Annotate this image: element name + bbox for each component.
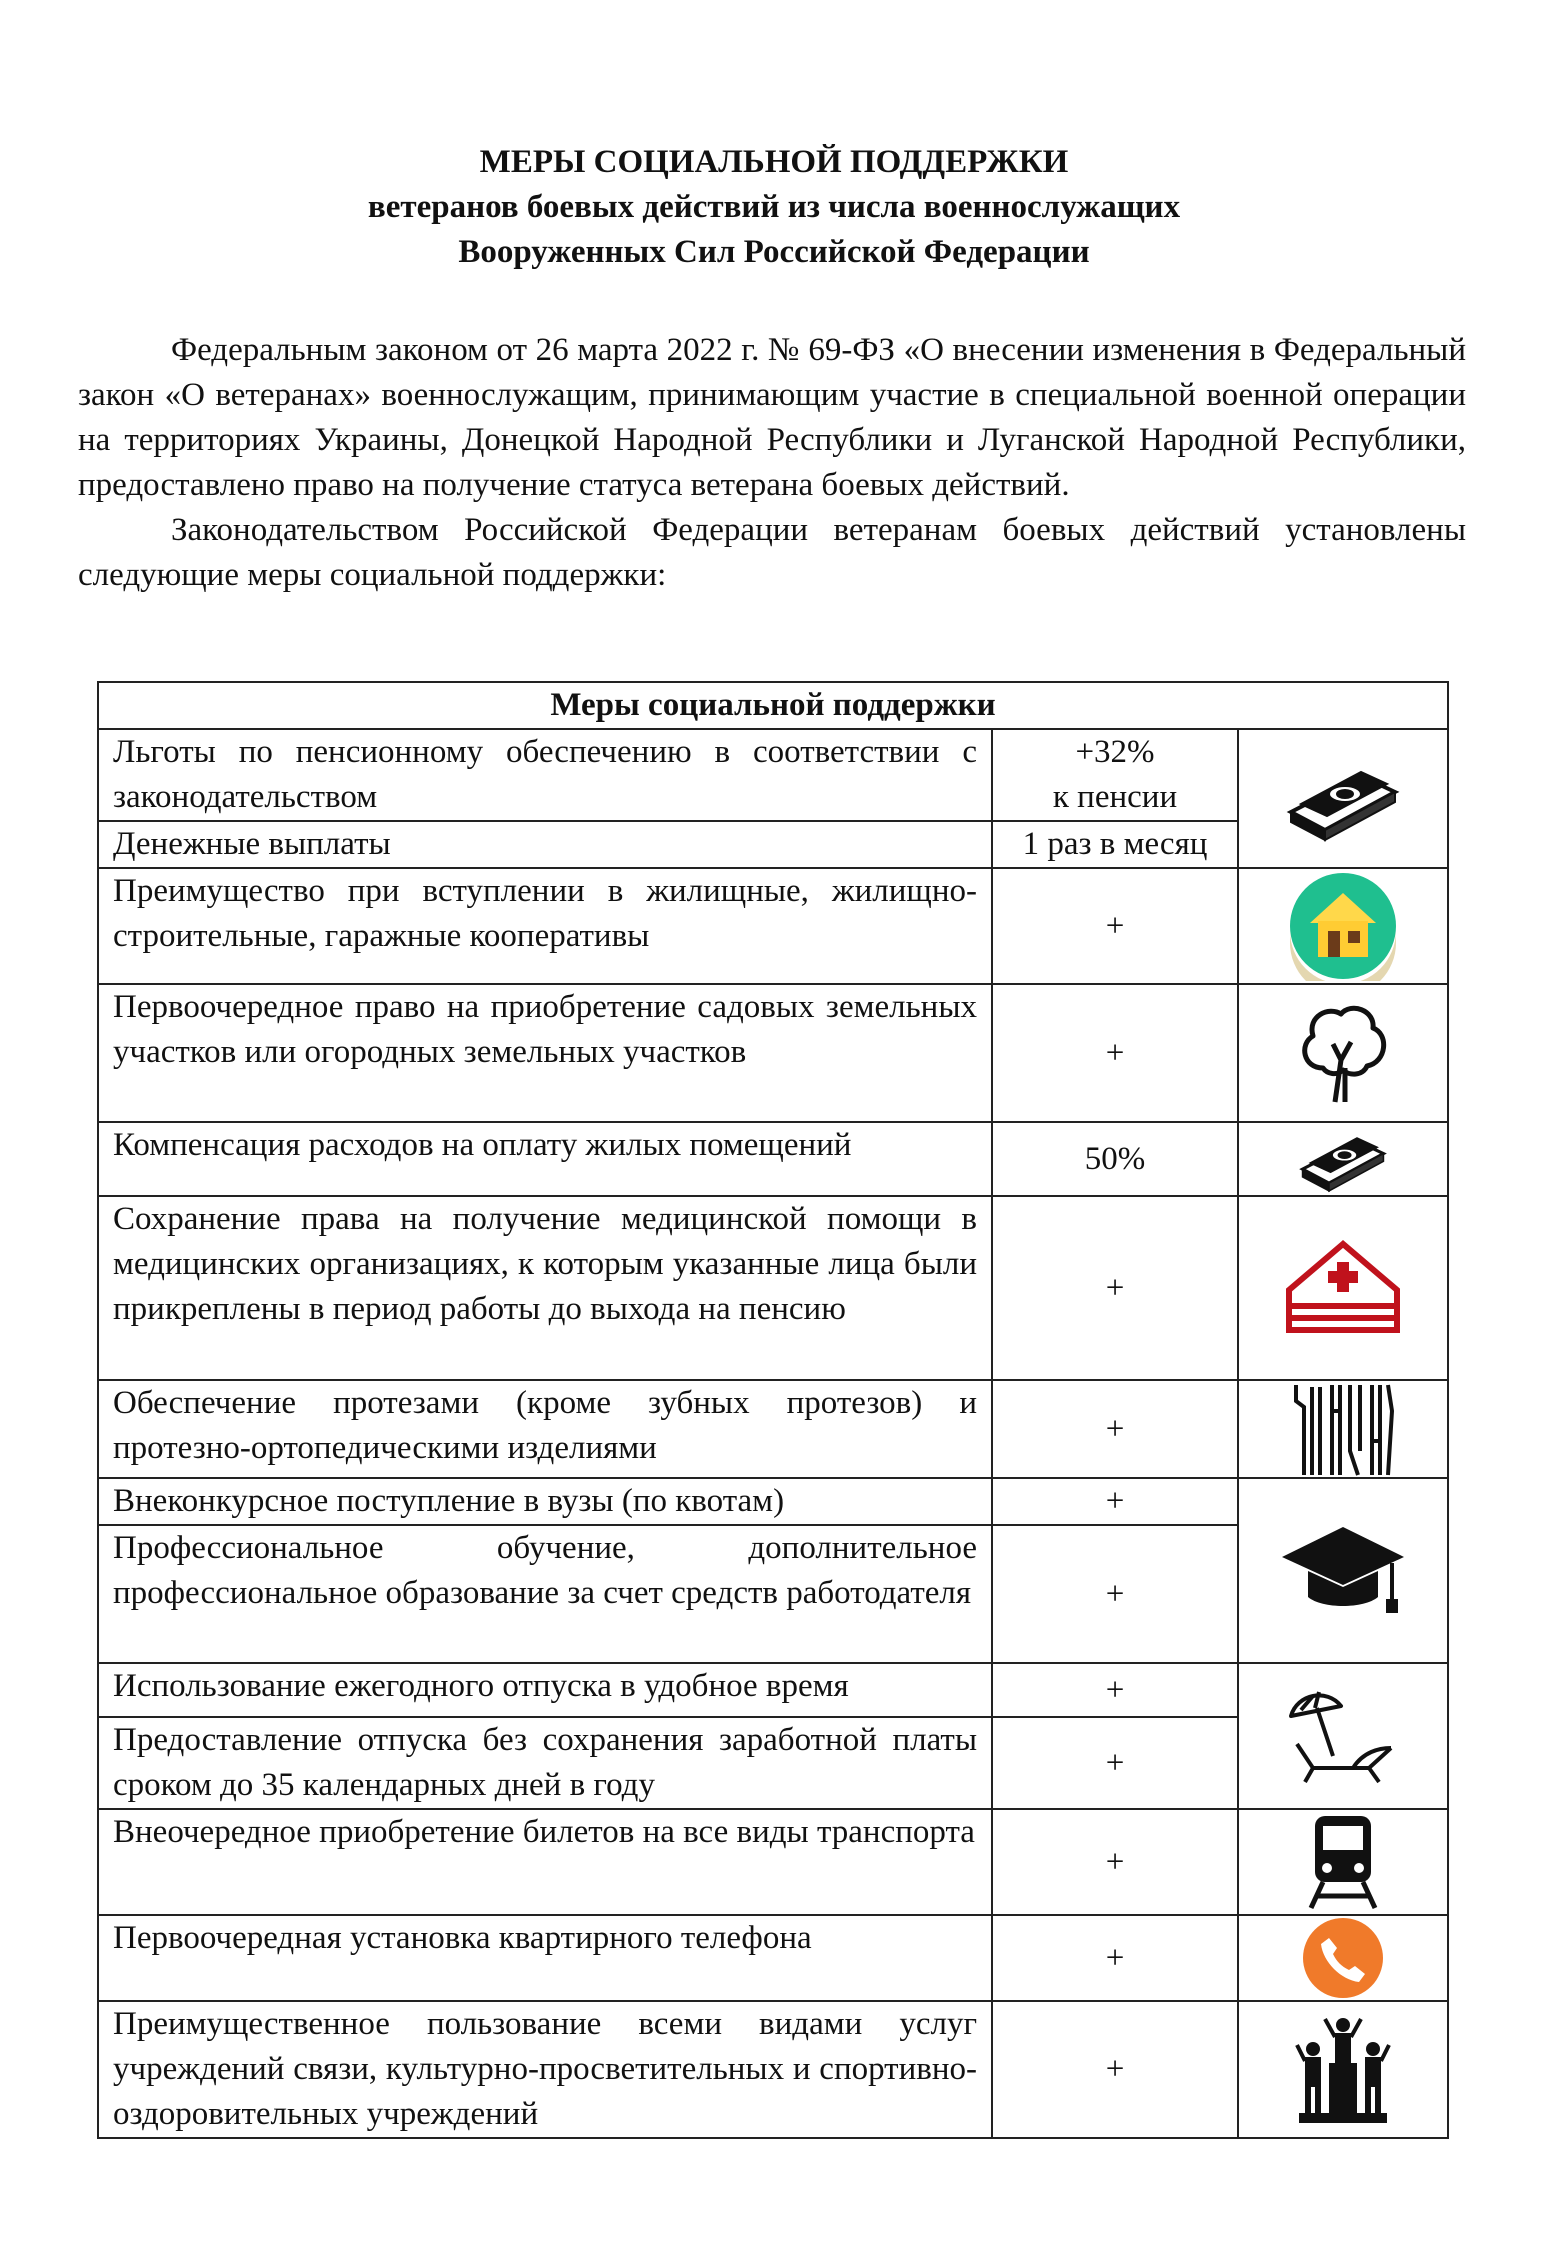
measure-text: Денежные выплаты: [98, 821, 992, 868]
table-row: [98, 1915, 1448, 2001]
money-stack-icon: [1238, 1122, 1448, 1196]
measure-value: 1 раз в месяц: [992, 821, 1238, 868]
table-row: [98, 1380, 1448, 1478]
house-icon: [1238, 868, 1448, 984]
table-row: [98, 1809, 1448, 1915]
measure-value: +: [992, 1196, 1238, 1380]
table-row: [98, 2001, 1448, 2138]
table-header-row: [98, 682, 1448, 729]
measure-text: Компенсация расходов на оплату жилых помещений: [98, 1122, 992, 1196]
money-stack-icon: [1238, 729, 1448, 868]
measure-value: +: [992, 1663, 1238, 1717]
measure-text: Внеконкурсное поступление в вузы (по квотам): [98, 1478, 992, 1525]
measure-text: Льготы по пенсионному обеспечению в соответствии с законодательством: [98, 729, 992, 821]
measure-text: Профессиональное обучение, дополнительное профессиональное образование за счет средств работодателя: [98, 1525, 992, 1663]
document-header: [0, 140, 1548, 275]
measure-text: Первоочередная установка квартирного телефона: [98, 1915, 992, 2001]
table-header: Меры социальной поддержки: [98, 682, 1448, 729]
measure-value: +: [992, 1809, 1238, 1915]
measure-text: Использование ежегодного отпуска в удобное время: [98, 1663, 992, 1717]
intro-paragraph-2: Законодательством Российской Федерации ветеранам боевых действий установлены следующие меры социальной поддержки:: [78, 512, 1466, 593]
measure-value: +: [992, 1525, 1238, 1663]
measure-text: Преимущественное пользование всеми видами услуг учреждений связи, культурно-просветительных и спортивно-оздоровительных учреждений: [98, 2001, 992, 2138]
measure-value: +: [992, 1915, 1238, 2001]
intro-paragraph-1: Федеральным законом от 26 марта 2022 г. № 69-ФЗ «О внесении изменения в Федеральный закон «О ветеранах» военнослужащим, принимающим участие в специальной военной операции на территориях Украины, Донецкой Народной Республики и Луганской Народной Республики, предоставлено право на получение статуса ветерана боевых действий.: [78, 332, 1466, 503]
tree-icon: [1238, 984, 1448, 1122]
prosthesis-tools-icon: [1238, 1380, 1448, 1478]
table-row: [98, 1478, 1448, 1525]
beach-umbrella-icon: [1238, 1663, 1448, 1809]
measure-text: Внеочередное приобретение билетов на все виды транспорта: [98, 1809, 992, 1915]
measure-value-line2: к пенсии: [1052, 779, 1178, 815]
table-row: [98, 1663, 1448, 1717]
phone-icon: [1238, 1915, 1448, 2001]
measure-value: +: [992, 2001, 1238, 2138]
measure-text: Первоочередное право на приобретение садовых земельных участков или огородных земельных участков: [98, 984, 992, 1122]
document-subtitle-line1: ветеранов боевых действий из числа военнослужащих: [367, 189, 1181, 225]
medical-building-icon: [1238, 1196, 1448, 1380]
table-row: [98, 1196, 1448, 1380]
measure-value-line1: +32%: [1075, 734, 1155, 770]
graduation-cap-icon: [1238, 1478, 1448, 1663]
measure-text: Преимущество при вступлении в жилищные, жилищно-строительные, гаражные кооперативы: [98, 868, 992, 984]
measures-table: [97, 681, 1449, 2139]
document-subtitle-line2: Вооруженных Сил Российской Федерации: [458, 234, 1090, 270]
measure-text: Обеспечение протезами (кроме зубных протезов) и протезно-ортопедическими изделиями: [98, 1380, 992, 1478]
measure-value: +: [992, 1380, 1238, 1478]
table-row: [98, 984, 1448, 1122]
table-row: [98, 729, 1448, 821]
train-icon: [1238, 1809, 1448, 1915]
measure-value: +: [992, 1717, 1238, 1809]
measure-value: +: [992, 984, 1238, 1122]
table-row: [98, 1122, 1448, 1196]
measure-value: +: [992, 1478, 1238, 1525]
measure-text: Сохранение права на получение медицинской помощи в медицинских организациях, к которым указанные лица были прикреплены в период работы до выхода на пенсию: [98, 1196, 992, 1380]
intro-text: [78, 328, 1466, 598]
measure-value: [992, 729, 1238, 821]
measure-value: 50%: [992, 1122, 1238, 1196]
table-row: [98, 868, 1448, 984]
people-podium-icon: [1238, 2001, 1448, 2138]
measure-text: Предоставление отпуска без сохранения заработной платы сроком до 35 календарных дней в году: [98, 1717, 992, 1809]
measure-value: +: [992, 868, 1238, 984]
document-title: МЕРЫ СОЦИАЛЬНОЙ ПОДДЕРЖКИ: [479, 144, 1069, 180]
